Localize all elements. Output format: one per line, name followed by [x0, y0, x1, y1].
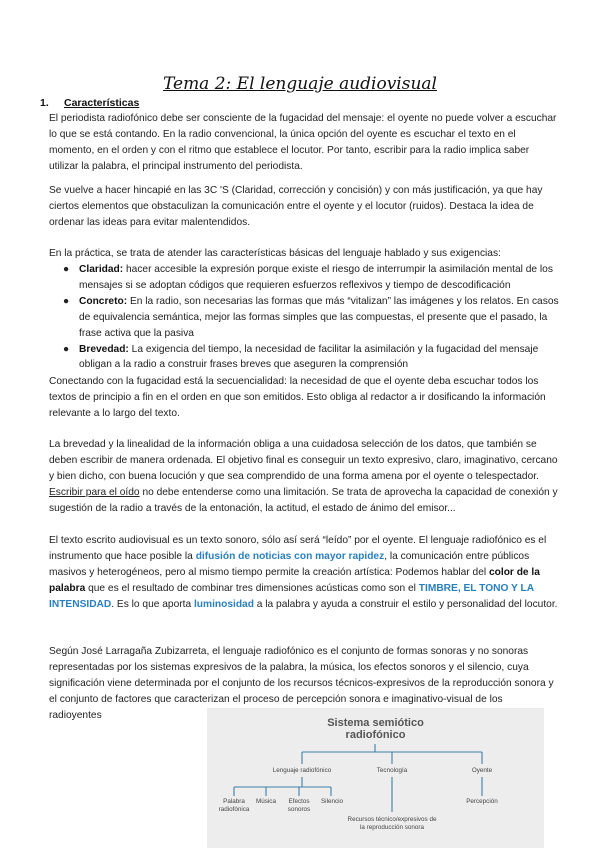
bullet-icon: ●	[63, 295, 70, 307]
node-tecnologia: Tecnología	[376, 767, 408, 774]
list-item-text: hacer accesible la expresión porque existe el riesgo de interrumpir la asimilación mental de los mensajes si se adoptan códigos que requieren esfuerzos reflexivos y tiempo de descodificación	[79, 264, 553, 291]
bold-color-palabra: color de la palabra	[49, 566, 540, 594]
text-run: no debe entenderse como una limitación. Se trata de aprovecha la capacidad de conexión y sugestión de la radio a través de la entonación, la actitud, el estado de ánimo del emisor...	[49, 486, 558, 514]
node-efectos: Efectos sonoros	[287, 798, 311, 813]
node-percepcion: Percepción	[466, 798, 498, 805]
text-run: La brevedad y la linealidad de la información obliga a una cuidadosa selección de los datos, que también se deben escribir de manera ordenada. El objetivo final es conseguir un texto expresivo, claro, imaginativo, cercano y bien dicho, con buena locución y que sea comprendido de una forma amena por el oyente o telespectador.	[49, 439, 558, 482]
paragraph-texto-sonoro	[49, 533, 561, 613]
text-run: radioyentes	[49, 709, 102, 721]
list-item-text: La exigencia del tiempo, la necesidad de facilitar la asimilación y la fugacidad del mensaje obligan a la radio a construir frases breves que aseguren la comprensión	[79, 343, 539, 371]
paragraph-brevedad	[49, 437, 561, 517]
paragraph-practica: En la práctica, se trata de atender las características básicas del lenguaje hablado y sus exigencias:	[49, 248, 501, 259]
node-lenguaje: Lenguaje radiofónico	[272, 767, 332, 774]
characteristics-list	[63, 262, 559, 373]
section-title: Características	[64, 97, 140, 109]
list-item-brevedad	[63, 342, 559, 374]
node-musica: Música	[256, 798, 276, 805]
semiotic-system-diagram	[207, 708, 544, 848]
text-run: . Es lo que aporta	[111, 598, 194, 610]
highlight-timbre: TIMBRE, EL TONO Y LA INTENSIDAD	[49, 582, 534, 610]
text-run: que es el resultado de combinar tres dimensiones acústicas como son el	[85, 582, 419, 594]
underlined-phrase: Escribir para el oído	[49, 486, 140, 498]
node-recursos: Recursos técnico/expresivos de la reproducción sonora	[347, 816, 437, 831]
section-heading	[40, 97, 139, 109]
text-run: a la palabra y ayuda a construir el estilo y personalidad del locutor.	[253, 598, 558, 610]
paragraph-secuencialidad: Conectando con la fugacidad está la secuencialidad: la necesidad de que el oyente deba escuchar todos los textos de principio a fin en el orden en que son emitidos. Esto obliga al redactor a ir dosificando la información relevante a lo largo del texto.	[49, 376, 546, 419]
list-item-term: Concreto:	[79, 295, 128, 307]
bullet-icon: ●	[63, 264, 70, 275]
list-item-term: Claridad:	[79, 264, 124, 275]
paragraph-3c: Se vuelve a hacer hincapié en las 3C 'S (Claridad, corrección y concisión) y con más justificación, ya que hay ciertos elementos que obstaculizan la comunicación entre el oyente y el locutor (ruidos). Destaca la idea de ordenar las ideas para evitar malentendidos.	[49, 185, 543, 228]
highlight-luminosidad: luminosidad	[193, 598, 254, 610]
text-run: El texto escrito audiovisual es un texto sonoro, sólo así será “leído” por el oyente. El lenguaje radiofónico es el instrumento que hace posible la	[49, 535, 547, 562]
bullet-icon: ●	[63, 343, 70, 355]
node-palabra: Palabra radiofónica	[218, 798, 250, 813]
diagram-title-line: radiofónico	[345, 729, 406, 741]
list-item-term: Brevedad:	[79, 343, 129, 355]
text-run: Según José Larragaña Zubizarreta, el lenguaje radiofónico es el conjunto de formas sonoras y no sonoras representadas por los sistemas expresivos de la palabra, la música, los efectos sonoros y el silencio, cuya significación viene determinada por el conjunto de los recursos técnicos-expresivos de la reproducción sonora y el conjunto de factores que caracterizan el proceso de percepción sonora e imaginativo-visual de los	[49, 646, 554, 705]
text-run: , la comunicación entre públicos masivos y heterogéneos, pero al mismo tiempo permite la creación artística: Podemos hablar del	[49, 550, 530, 578]
diagram-title-line: Sistema semiótico	[327, 717, 424, 729]
highlight-difusion: difusión de noticias con mayor rapidez	[195, 550, 385, 562]
list-item-claridad	[63, 262, 559, 294]
list-item-text: En la radio, son necesarias las formas que más “vitalizan” las imágenes y los relatos. En casos de equivalencia semántica, mejor las formas simples que las compuestas, el presente que el pasado, la frase activa que la pasiva	[79, 295, 559, 339]
section-number: 1.	[40, 97, 49, 109]
diagram-title	[207, 717, 544, 741]
list-item-concreto	[63, 294, 559, 342]
node-oyente: Oyente	[471, 767, 493, 774]
page-title: Tema 2: El lenguaje audiovisual	[162, 74, 437, 94]
node-silencio: Silencio	[320, 798, 344, 805]
paragraph-fugacidad: El periodista radiofónico debe ser consciente de la fugacidad del mensaje: el oyente no puede volver a escuchar lo que se está contando. En la radio convencional, la única opción del oyente es escuchar el texto en el momento, en el orden y con el ritmo que establece el locutor. Por tanto, escribir para la radio implica saber utilizar la palabra, el principal instrumento del periodista.	[49, 113, 557, 172]
